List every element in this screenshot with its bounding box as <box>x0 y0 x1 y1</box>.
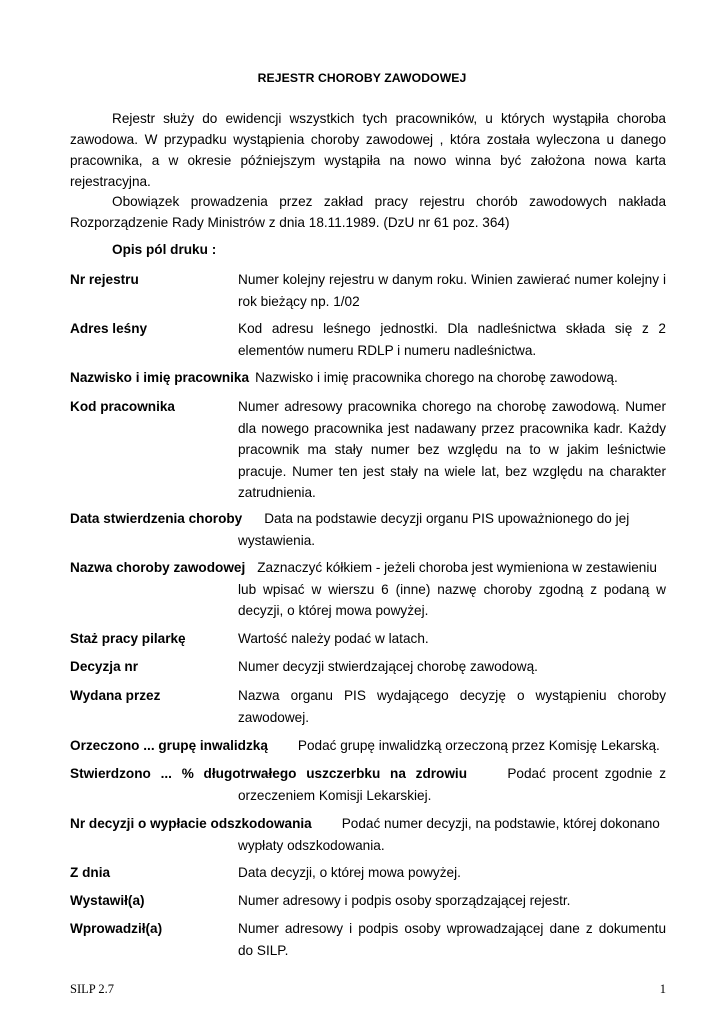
intro-paragraph-2 <box>70 191 666 233</box>
field-description-first: Zaznaczyć kółkiem - jeżeli choroba jest wymieniona w zestawieniu <box>257 560 657 575</box>
field-label: Adres leśny <box>70 321 148 336</box>
field-label: Orzeczono ... grupę inwalidzką <box>70 738 268 753</box>
field-nazwa-choroby <box>70 557 666 622</box>
field-description: Numer kolejny rejestru w danym roku. Winien zawierać numer kolejny i rok bieżący np. 1/02 <box>238 272 666 309</box>
field-description-rest: wystawienia. <box>238 532 316 548</box>
intro-paragraph-1 <box>70 108 666 192</box>
field-description: Podać grupę inwalidzką orzeczoną przez Komisję Lekarską. <box>297 738 660 753</box>
field-description: Data decyzji, o której mowa powyżej. <box>238 865 461 880</box>
field-orzeczono-grupe <box>70 735 666 757</box>
field-label: Wprowadził(a) <box>70 921 163 936</box>
field-nazwisko-imie <box>70 367 666 389</box>
field-staz-pracy <box>70 628 666 650</box>
field-nr-decyzji-odszkodowania <box>70 813 666 856</box>
field-description: Kod adresu leśnego jednostki. Dla nadleśnictwa składa się z 2 elementów numeru RDLP i numeru nadleśnictwa. <box>238 321 666 358</box>
field-description: Wartość należy podać w latach. <box>238 631 429 646</box>
field-description-rest: orzeczeniem Komisji Lekarskiej. <box>238 787 432 803</box>
field-wystawil <box>70 890 666 912</box>
field-label: Nazwisko i imię pracownika <box>70 370 250 385</box>
field-wprowadzil <box>70 918 666 961</box>
field-description-rest: lub wpisać w wierszu 6 (inne) nazwę choroby zgodną z podaną w decyzji, o której mowa powyżej. <box>238 581 666 618</box>
field-label: Wystawił(a) <box>70 893 145 908</box>
field-description: Numer adresowy pracownika chorego na chorobę zawodową. Numer dla nowego pracownika jest nadawany przez pracownika kadr. Każdy pracownik ma stały numer bez względu na to w jakim leśnictwie pracuje. Numer ten jest stały na wiele lat, bez względu na charakter zatrudnienia. <box>238 399 666 500</box>
field-decyzja-nr <box>70 656 666 678</box>
field-label: Nr decyzji o wypłacie odszkodowania <box>70 816 312 831</box>
field-description: Numer decyzji stwierdzającej chorobę zawodową. <box>238 659 538 674</box>
field-description: Numer adresowy i podpis osoby sporządzającej rejestr. <box>238 893 571 908</box>
document-title: REJESTR CHOROBY ZAWODOWEJ <box>257 71 467 85</box>
field-description-first: Data na podstawie decyzji organu PIS upoważnionego do jej <box>264 511 630 526</box>
field-description: Nazwa organu PIS wydającego decyzję o wystąpieniu choroby zawodowej. <box>238 688 666 725</box>
field-adres-lesny <box>70 318 666 361</box>
field-description-first: Podać numer decyzji, na podstawie, której dokonano <box>341 816 660 831</box>
field-label: Stwierdzono ... % długotrwałego uszczerbku na zdrowiu <box>70 766 468 781</box>
field-label: Wydana przez <box>70 688 161 703</box>
field-label: Kod pracownika <box>70 399 175 414</box>
field-description-rest: wypłaty odszkodowania. <box>238 837 385 853</box>
field-z-dnia <box>70 862 666 884</box>
field-label: Z dnia <box>70 865 111 880</box>
footer-page-number: 1 <box>659 982 666 996</box>
section-heading: Opis pól druku : <box>112 242 217 257</box>
field-data-stwierdzenia <box>70 508 666 551</box>
footer-version: SILP 2.7 <box>70 982 114 996</box>
intro-paragraph-2-text: Obowiązek prowadzenia przez zakład pracy rejestru chorób zawodowych nakłada Rozporządzenie Rady Ministrów z dnia 18.11.1989. (DzU nr 61 poz. 364) <box>70 194 666 230</box>
field-description: Nazwisko i imię pracownika chorego na chorobę zawodową. <box>255 370 618 385</box>
intro-paragraph-1-text: Rejestr służy do ewidencji wszystkich tych pracowników, u których wystąpiła choroba zawodowa. W przypadku wystąpienia choroby zawodowej , która została wyleczona u danego pracownika, a w okresie późniejszym wystąpiła na nowo winna być założona nowa karta rejestracyjna. <box>70 111 666 189</box>
field-label: Staż pracy pilarkę <box>70 631 186 646</box>
field-label: Nr rejestru <box>70 272 139 287</box>
field-description: Numer adresowy i podpis osoby wprowadzającej dane z dokumentu do SILP. <box>238 921 666 958</box>
field-label: Data stwierdzenia choroby <box>70 511 243 526</box>
field-nr-rejestru <box>70 269 666 312</box>
field-label: Decyzja nr <box>70 659 139 674</box>
field-wydana-przez <box>70 685 666 728</box>
field-description-first: Podać procent zgodnie z <box>507 766 666 781</box>
field-stwierdzono-uszczerbek <box>70 763 666 806</box>
field-kod-pracownika <box>70 396 666 504</box>
field-label: Nazwa choroby zawodowej <box>70 560 246 575</box>
